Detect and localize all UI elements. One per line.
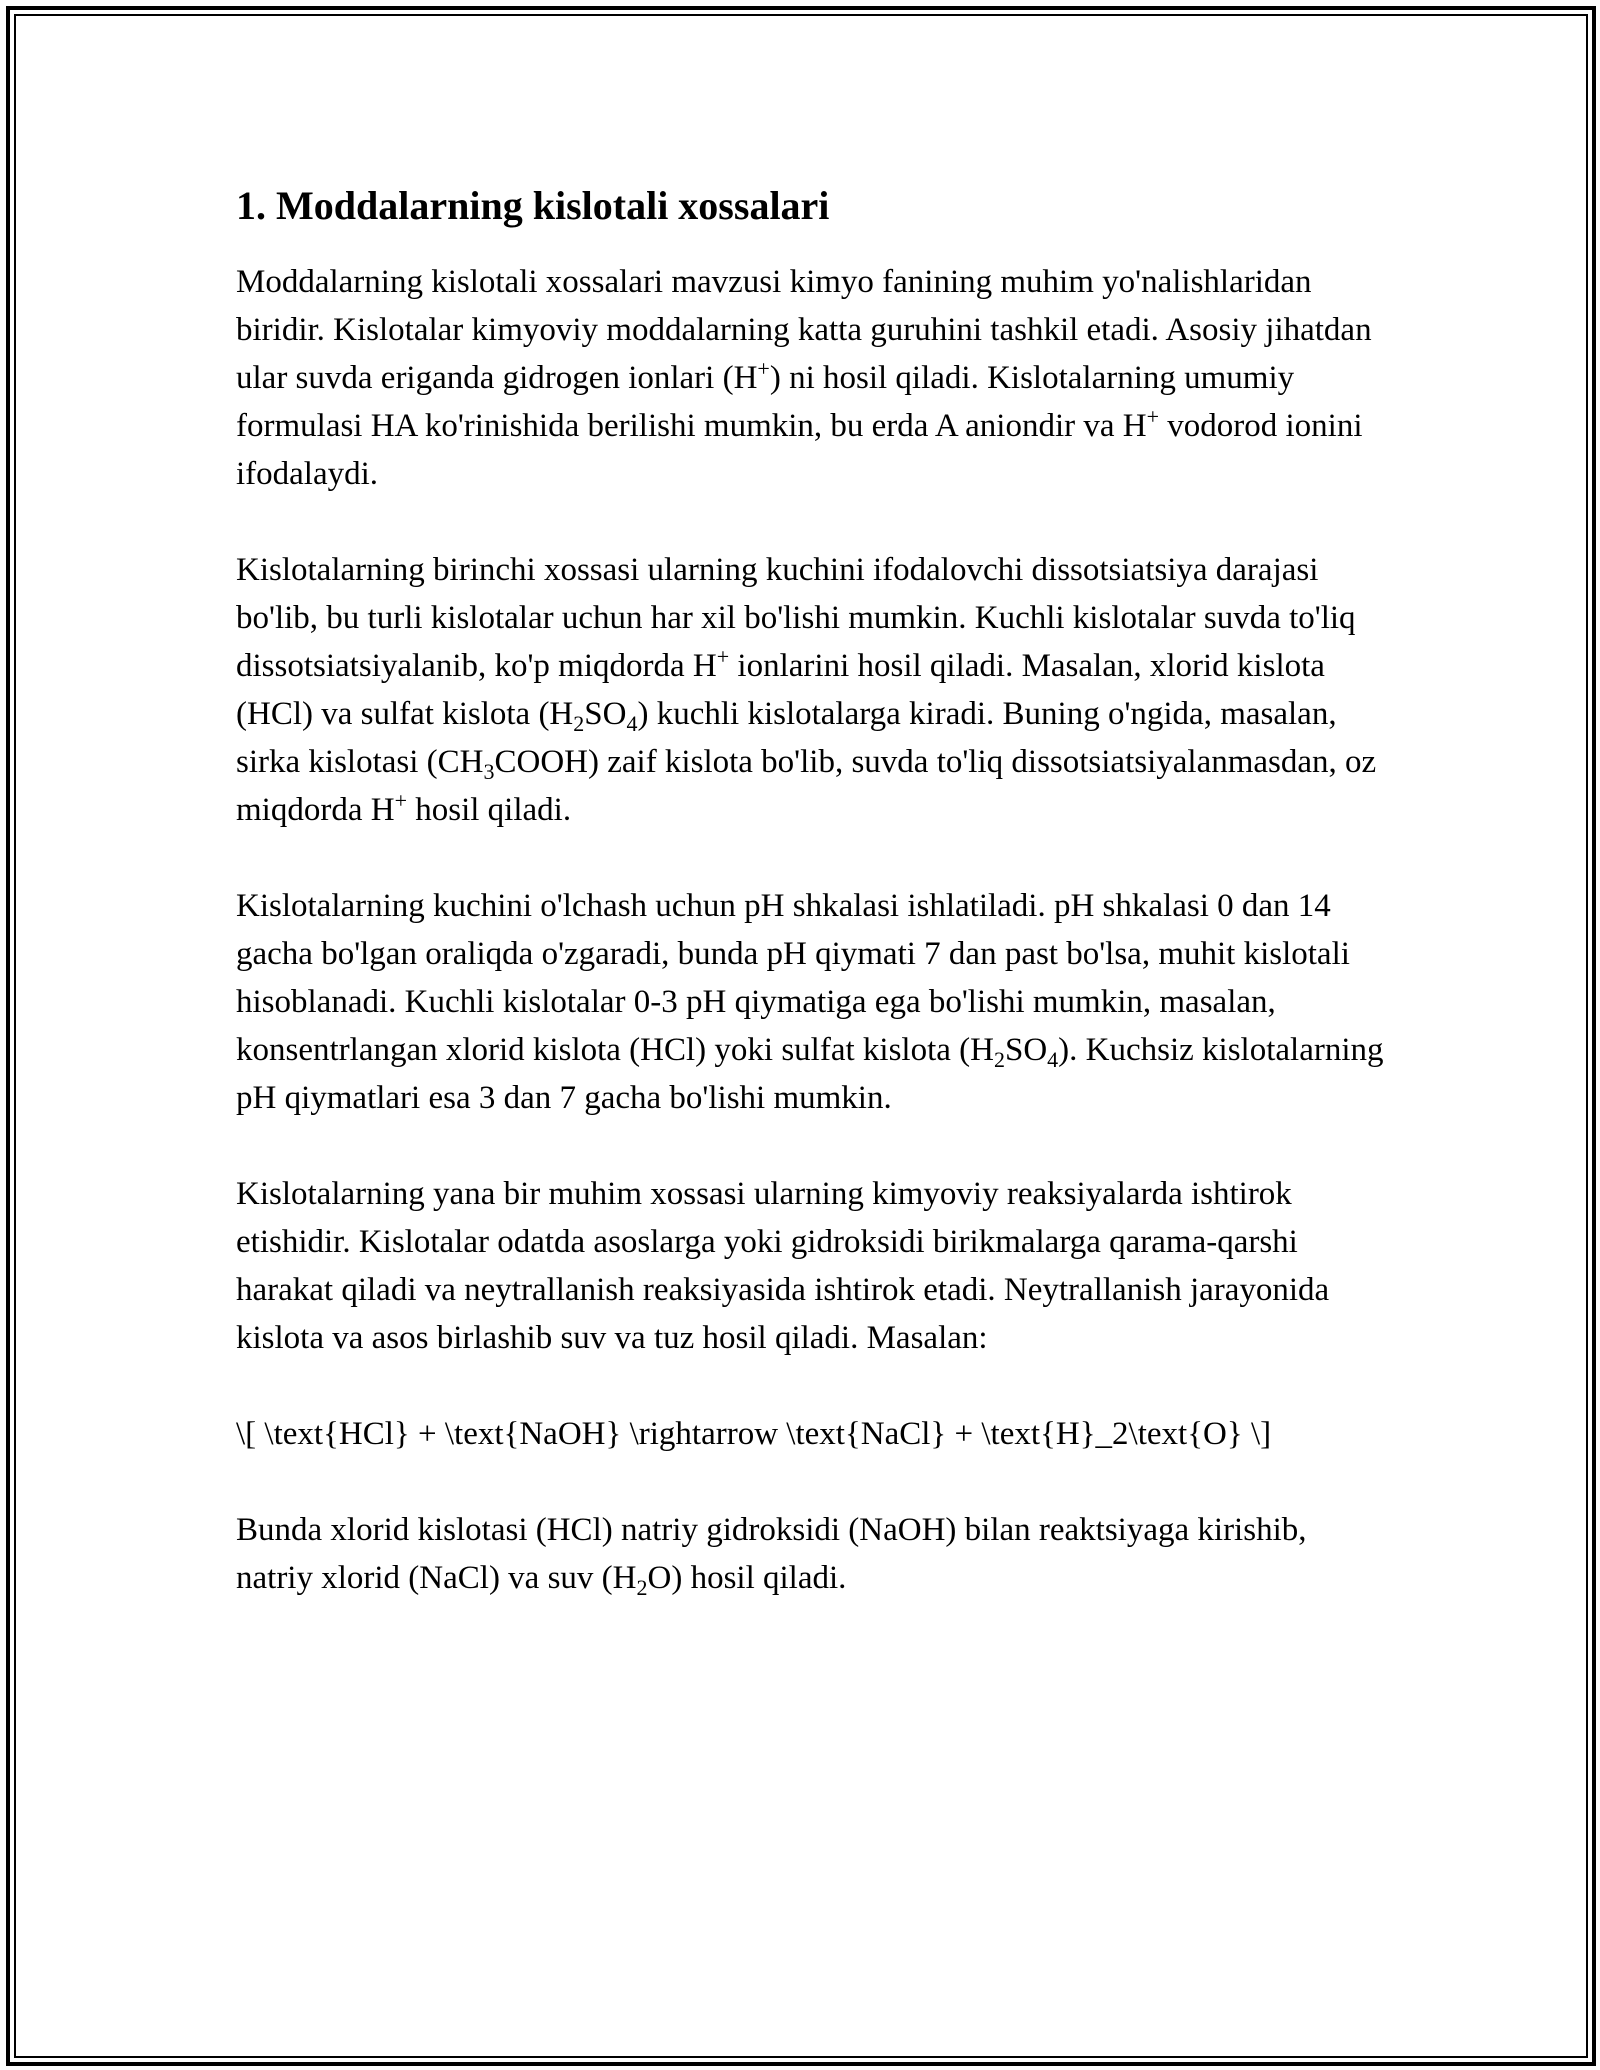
paragraph-neutralization: Kislotalarning yana bir muhim xossasi ularning kimyoviy reaksiyalarda ishtirok etishidir. Kislotalar odatda asoslarga yoki gidroksidi birikmalarga qarama-qarshi harakat qiladi va neytrallanish reaksiyasida ishtirok etadi. Neytrallanish jarayonida kislota va asos birlashib suv va tuz hosil qiladi. Masalan:: [236, 1176, 1330, 1356]
text-run: ). Kuchsiz kislotalarning pH qiymatlari esa 3 dan 7 gacha bo'lishi mumkin.: [236, 1032, 1384, 1116]
text-run: vodorod ionini ifodalaydi.: [236, 408, 1363, 492]
paragraph-dissociation: [236, 546, 1386, 834]
section-heading: 1. Moddalarning kislotali xossalari: [236, 183, 830, 228]
text-run: COOH) zaif kislota bo'lib, suvda to'liq dissotsiatsiyalanmasdan, oz miqdorda H: [236, 744, 1377, 828]
superscript-plus: +: [757, 356, 770, 381]
superscript-plus: +: [1146, 404, 1159, 429]
subscript-3: 3: [483, 759, 495, 784]
text-run: Kislotalarning birinchi xossasi ularning kuchini ifodalovchi dissotsiatsiya darajasi bo'lib, bu turli kislotalar uchun har xil bo'lishi mumkin. Kuchli kislotalar suvda to'liq dissotsiatsiyalanib, ko'p miqdorda H: [236, 552, 1356, 684]
text-run: Kislotalarning kuchini o'lchash uchun pH shkalasi ishlatiladi. pH shkalasi 0 dan 14 gacha bo'lgan oraliqda o'zgaradi, bunda pH qiymati 7 dan past bo'lsa, muhit kislotali hisoblanadi. Kuchli kislotalar 0-3 pH qiymatiga ega bo'lishi mumkin, masalan, konsentrlangan xlorid kislota (HCl) yoki sulfat kislota (H: [236, 888, 1350, 1068]
text-run: Bunda xlorid kislotasi (HCl) natriy gidroksidi (NaOH) bilan reaktsiyaga kirishib, natriy xlorid (NaCl) va suv (H: [236, 1512, 1307, 1596]
superscript-plus: +: [716, 644, 730, 669]
subscript-2: 2: [636, 1575, 648, 1600]
text-run: ionlarini hosil qiladi. Masalan, xlorid kislota (HCl) va sulfat kislota (H: [236, 648, 1325, 732]
subscript-4: 4: [626, 711, 638, 736]
document-body: [236, 180, 1386, 1650]
paragraph-ph-scale: [236, 882, 1386, 1122]
text-run: ) ni hosil qiladi. Kislotalarning umumiy formulasi HA ko'rinishida berilishi mumkin, bu erda A aniondir va H: [236, 360, 1295, 444]
paragraph-reaction-explanation: [236, 1506, 1386, 1602]
subscript-4: 4: [1047, 1047, 1059, 1072]
text-run: ) kuchli kislotalarga kiradi. Buning o'ngida, masalan, sirka kislotasi (CH: [236, 696, 1337, 780]
equation-latex: \[ \text{HCl} + \text{NaOH} \rightarrow \text{NaCl} + \text{H}_2\text{O} \]: [236, 1416, 1272, 1452]
text-run: SO: [1004, 1032, 1048, 1068]
text-run: hosil qiladi.: [406, 792, 572, 828]
text-run: SO: [584, 696, 627, 732]
paragraph-intro: [236, 258, 1386, 498]
subscript-2: 2: [993, 1047, 1005, 1072]
superscript-plus: +: [394, 788, 407, 813]
subscript-2: 2: [573, 711, 585, 736]
text-run: Moddalarning kislotali xossalari mavzusi kimyo fanining muhim yo'nalishlaridan biridir. Kislotalar kimyoviy moddalarning katta guruhini tashkil etadi. Asosiy jihatdan ular suvda eriganda gidrogen ionlari (H: [236, 264, 1372, 396]
text-run: O) hosil qiladi.: [647, 1560, 847, 1596]
